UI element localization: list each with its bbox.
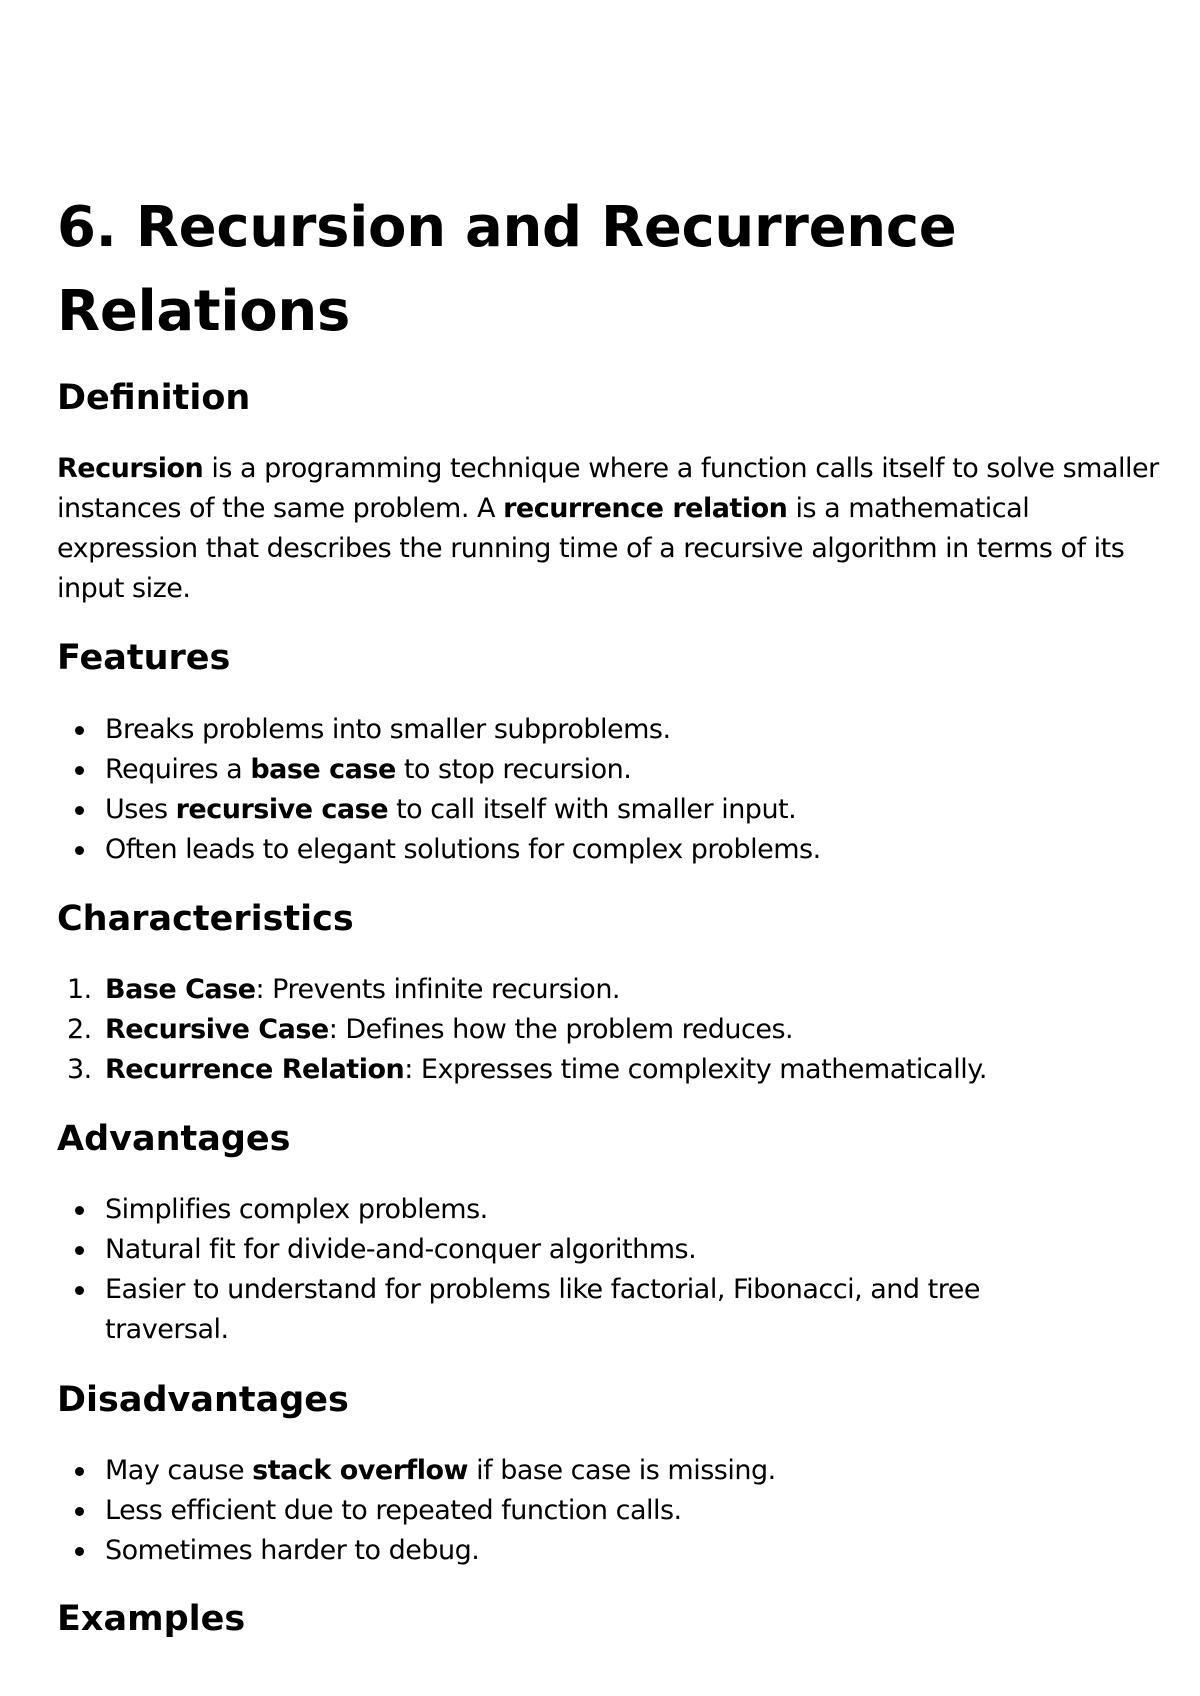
characteristics-heading: Characteristics (57, 899, 354, 939)
list-item (57, 790, 1157, 830)
base-case-term: base case (250, 754, 396, 785)
list-item-text: Uses (105, 794, 176, 825)
list-item-text: Simplifies complex problems. (105, 1194, 488, 1225)
list-item-text: Breaks problems into smaller subproblems. (105, 714, 671, 745)
list-item-text: Often leads to elegant solutions for complex problems. (105, 834, 821, 865)
list-item (57, 1190, 1157, 1230)
list-number: 1. (67, 974, 92, 1005)
list-item-text: Natural fit for divide-and-conquer algorithms. (105, 1234, 697, 1265)
advantages-list (57, 1190, 1157, 1350)
definition-text-1: is a programming technique where a function calls itself to solve smaller instances of the same problem. A (57, 453, 1159, 524)
list-item (57, 970, 1157, 1010)
list-item (57, 710, 1157, 750)
features-heading: Features (57, 638, 231, 678)
list-item (57, 1491, 1157, 1531)
list-item (57, 1010, 1157, 1050)
stack-overflow-term: stack overflow (252, 1455, 469, 1486)
list-item-text: : Expresses time complexity mathematically. (404, 1054, 987, 1085)
list-item-text: : Defines how the problem reduces. (328, 1014, 794, 1045)
list-term: Recursive Case (105, 1014, 329, 1045)
list-term: Recurrence Relation (105, 1054, 405, 1085)
list-item (57, 1050, 1157, 1090)
list-item-text: Easier to understand for problems like factorial, Fibonacci, and tree traversal. (105, 1274, 980, 1345)
recursive-case-term: recursive case (175, 794, 389, 825)
list-item (57, 1230, 1157, 1270)
definition-heading: Definition (57, 378, 251, 418)
list-item (57, 1531, 1157, 1571)
disadvantages-list (57, 1451, 1157, 1571)
page-title: 6. Recursion and Recurrence Relations (57, 195, 957, 344)
list-item (57, 1451, 1157, 1491)
characteristics-list (57, 970, 1157, 1090)
list-item-text: to stop recursion. (395, 754, 632, 785)
list-item-text: May cause (105, 1455, 253, 1486)
recurrence-relation-term: recurrence relation (503, 493, 788, 524)
recursion-term: Recursion (57, 453, 204, 484)
list-number: 3. (67, 1054, 92, 1085)
list-item-text: Sometimes harder to debug. (105, 1535, 480, 1566)
advantages-heading: Advantages (57, 1119, 291, 1159)
list-item (57, 750, 1157, 790)
list-item (57, 830, 1157, 870)
definition-paragraph (57, 449, 1167, 609)
disadvantages-heading: Disadvantages (57, 1380, 349, 1420)
features-list (57, 710, 1157, 870)
list-item-text: : Prevents infinite recursion. (255, 974, 621, 1005)
definition-text-2: is a mathematical expression that describes the running time of a recursive algorithm in terms of its input size. (57, 493, 1125, 604)
list-number: 2. (67, 1014, 92, 1045)
list-item-text: Less efficient due to repeated function calls. (105, 1495, 682, 1526)
list-item-text: Requires a (105, 754, 251, 785)
list-item-text: if base case is missing. (468, 1455, 776, 1486)
examples-heading: Examples (57, 1599, 246, 1639)
list-term: Base Case (105, 974, 256, 1005)
list-item-text: to call itself with smaller input. (388, 794, 797, 825)
list-item (57, 1270, 1065, 1350)
